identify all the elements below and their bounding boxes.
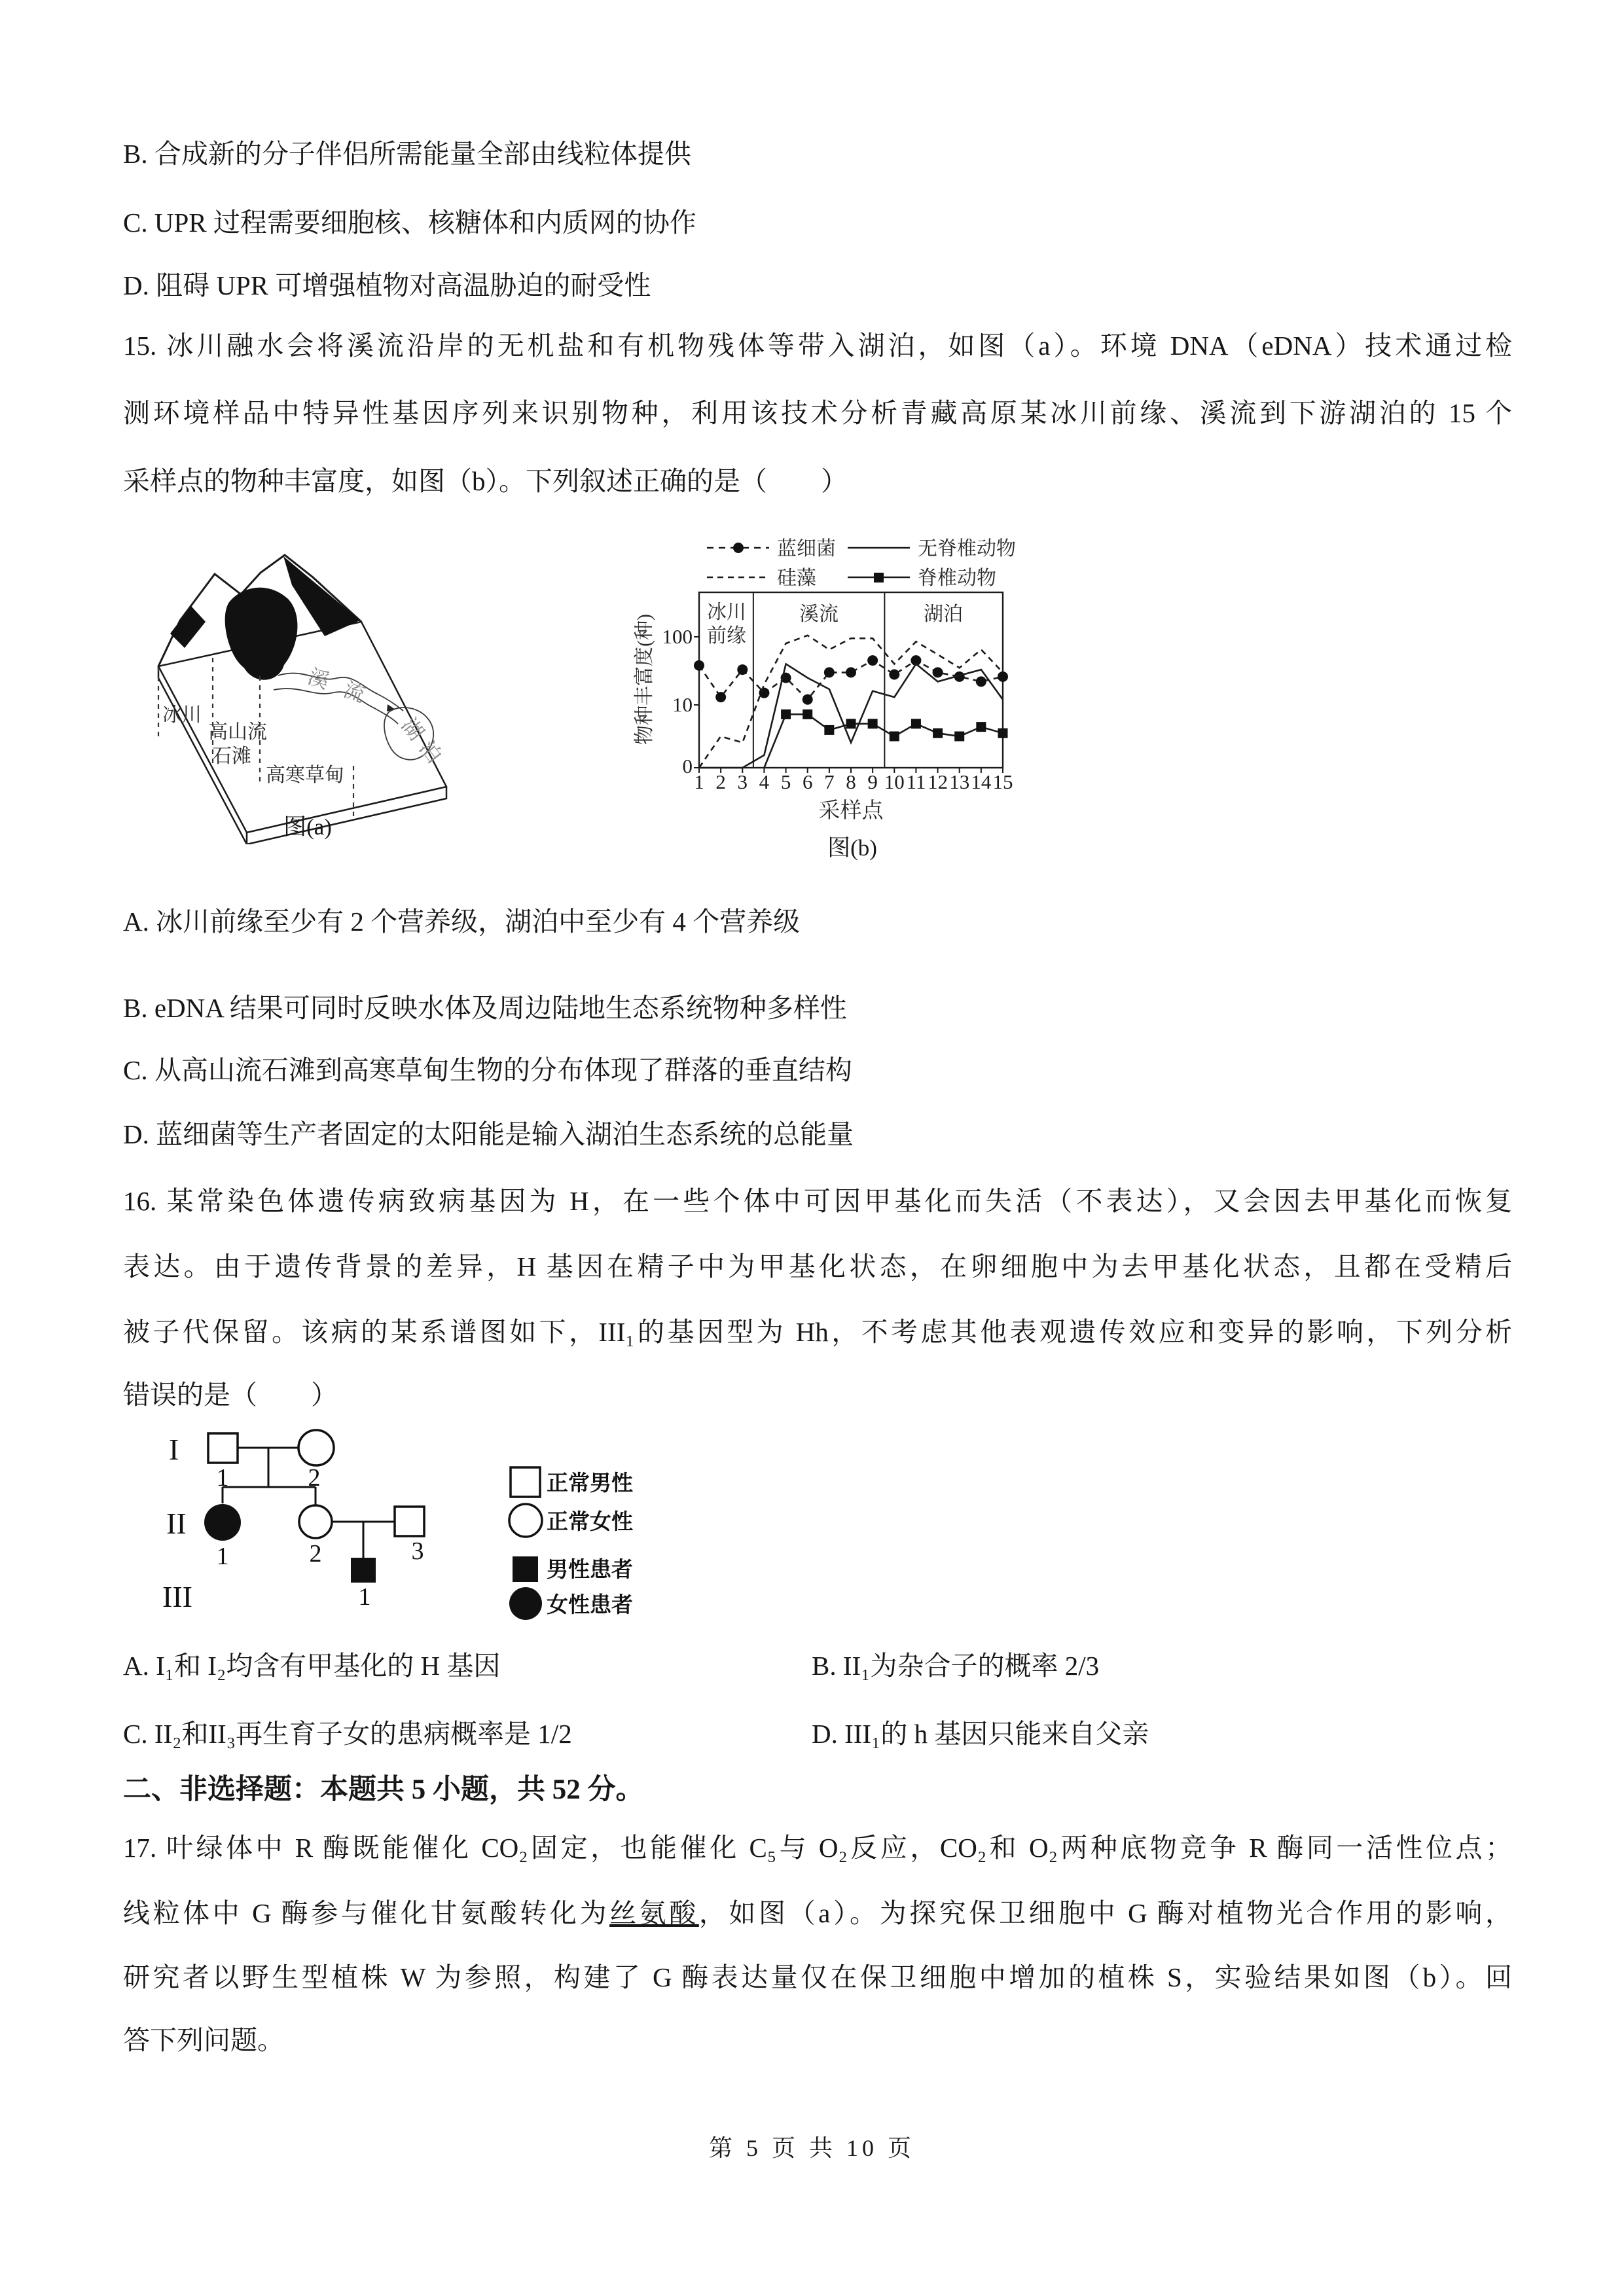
pedigree-I1-normal-male-symbol xyxy=(208,1433,238,1463)
figure-b-chart xyxy=(622,514,1119,867)
q14-option-c: C. UPR 过程需要细胞核、核糖体和内质网的协作 xyxy=(123,207,696,238)
legend-symbol-cyanobacteria xyxy=(707,543,769,553)
legend-normal-female-symbol xyxy=(509,1504,542,1537)
ytick-100: 100 xyxy=(662,625,693,648)
legend-label-diatom: 硅藻 xyxy=(777,567,816,589)
pedigree-I2-normal-female-symbol xyxy=(298,1430,334,1465)
q15-stem-line2: 测环境样品中特异性基因序列来识别物种，利用该技术分析青藏高原某冰川前缘、溪流到下游湖泊的 15 个 xyxy=(123,398,1512,428)
region-label-lake: 湖泊 xyxy=(924,603,963,625)
q17-stem-line4: 答下列问题。 xyxy=(123,2025,284,2055)
q17-stem-line3: 研究者以野生型植株 W 为参照，构建了 G 酶表达量仅在保卫细胞中增加的植株 S，实验结果如图（b）。回 xyxy=(123,1962,1512,1992)
chart-xticks-group xyxy=(694,768,1013,793)
pedigree-III1-affected-male-symbol xyxy=(351,1558,376,1583)
svg-text:12: 12 xyxy=(928,770,948,793)
figure-a-label-meadow: 高寒草甸 xyxy=(266,764,344,786)
pedigree-generation-1-label: I xyxy=(169,1433,179,1466)
region-label-glacier-front-1: 冰川 xyxy=(707,601,746,623)
legend-normal-male-label: 正常男性 xyxy=(547,1471,633,1495)
svg-text:2: 2 xyxy=(715,770,726,793)
q16-stem-line3: 被子代保留。该病的某系谱图如下，III₁的基因型为 Hh，不考虑其他表观遗传效应和变异的影响，下列分析 xyxy=(123,1317,1512,1347)
chart-legend xyxy=(707,538,1016,589)
svg-text:14: 14 xyxy=(971,770,992,793)
q16-stem-line2: 表达。由于遗传背景的差异，H 基因在精子中为甲基化状态，在卵细胞中为去甲基化状态，且都在受精后 xyxy=(123,1251,1512,1282)
q15-option-a: A. 冰川前缘至少有 2 个营养级，湖泊中至少有 4 个营养级 xyxy=(123,906,801,937)
q16-stem-line4: 错误的是（ ） xyxy=(123,1380,338,1410)
legend-label-invertebrate: 无脊椎动物 xyxy=(918,538,1016,560)
glacier-ice-patches xyxy=(170,556,360,680)
q14-option-b: B. 合成新的分子伴侣所需能量全部由线粒体提供 xyxy=(123,139,691,169)
pedigree-II2-normal-female-symbol xyxy=(299,1505,332,1538)
pedigree-generation-3-label: III xyxy=(162,1580,192,1613)
q15-option-c: C. 从高山流石滩到高寒草甸生物的分布体现了群落的垂直结构 xyxy=(123,1055,852,1085)
pedigree-I2-number: 2 xyxy=(308,1464,321,1492)
svg-text:3: 3 xyxy=(737,770,748,793)
svg-text:15: 15 xyxy=(992,770,1013,793)
legend-affected-male-symbol xyxy=(513,1556,538,1582)
pedigree-II3-normal-male-symbol xyxy=(395,1507,424,1536)
q16-option-b: B. II₁为杂合子的概率 2/3 xyxy=(812,1651,1100,1681)
pedigree-II1-number: 1 xyxy=(216,1543,229,1570)
page-number-footer: 第 5 页 共 10 页 xyxy=(708,2135,915,2161)
chart-xlabel: 采样点 xyxy=(818,799,884,823)
q17-stem-line2-pre: 线粒体中 G 酶参与催化甘氨酸转化为 xyxy=(123,1898,610,1928)
pedigree-II3-number: 3 xyxy=(411,1537,424,1565)
figure-a-caption: 图(a) xyxy=(283,814,332,840)
legend-label-vertebrate: 脊椎动物 xyxy=(918,567,996,589)
ytick-10: 10 xyxy=(672,693,693,716)
region-label-stream: 溪流 xyxy=(799,603,839,625)
pedigree-III1-number: 1 xyxy=(358,1583,371,1611)
svg-text:1: 1 xyxy=(694,770,704,793)
figure-a-terrain xyxy=(144,537,589,844)
pedigree-generation-2-label: II xyxy=(166,1507,187,1540)
legend-affected-female-label: 女性患者 xyxy=(547,1592,633,1617)
legend-affected-female-symbol xyxy=(509,1587,542,1620)
pedigree-figure xyxy=(151,1407,740,1643)
svg-text:5: 5 xyxy=(780,770,791,793)
figure-a-label-lake: 湖泊 xyxy=(397,713,452,774)
q15-stem-line3: 采样点的物种丰富度，如图（b）。下列叙述正确的是（ ） xyxy=(123,466,848,496)
q14-option-d: D. 阻碍 UPR 可增强植物对高温胁迫的耐受性 xyxy=(123,270,651,300)
q17-stem-line2-underlined-term: 丝氨酸 xyxy=(609,1898,699,1928)
ytick-0: 0 xyxy=(682,755,693,778)
section2-header: 二、非选择题：本题共 5 小题，共 52 分。 xyxy=(123,1774,644,1805)
legend-label-cyanobacteria: 蓝细菌 xyxy=(777,538,836,560)
svg-text:13: 13 xyxy=(949,770,970,793)
figure-a-label-glacier: 冰川 xyxy=(162,704,202,726)
region-label-glacier-front-2: 前缘 xyxy=(707,625,746,647)
chart-ylabel: 物种丰富度(种) xyxy=(634,614,655,745)
svg-text:11: 11 xyxy=(906,770,926,793)
legend-normal-female-label: 正常女性 xyxy=(547,1509,633,1534)
figure-a-label-stream: 溪流 xyxy=(304,664,384,713)
figure-a-label-scree-line2: 石滩 xyxy=(212,745,251,767)
q15-option-b: B. eDNA 结果可同时反映水体及周边陆地生态系统物种多样性 xyxy=(123,993,847,1023)
pedigree-II2-number: 2 xyxy=(309,1540,322,1568)
svg-text:6: 6 xyxy=(802,770,813,793)
q16-option-d: D. III₁的 h 基因只能来自父亲 xyxy=(812,1719,1149,1749)
svg-text:4: 4 xyxy=(759,770,770,793)
q17-stem-line1: 17. 叶绿体中 R 酶既能催化 CO₂固定，也能催化 C₅与 O₂反应，CO₂和 O₂两种底物竞争 R 酶同一活性位点； xyxy=(123,1833,1512,1863)
chart-series-group xyxy=(694,636,1008,768)
legend-symbol-vertebrate xyxy=(848,573,910,583)
pedigree-legend xyxy=(509,1467,633,1620)
q16-stem-line1: 16. 某常染色体遗传病致病基因为 H，在一些个体中可因甲基化而失活（不表达），又会因去甲基化而恢复 xyxy=(123,1186,1512,1216)
svg-text:8: 8 xyxy=(846,770,856,793)
q16-option-c: C. II₂和II₃再生育子女的患病概率是 1/2 xyxy=(123,1719,572,1749)
pedigree-II1-affected-female-symbol xyxy=(204,1504,241,1541)
q15-option-d: D. 蓝细菌等生产者固定的太阳能是输入湖泊生态系统的总能量 xyxy=(123,1119,854,1149)
svg-text:10: 10 xyxy=(884,770,905,793)
q17-stem-line2 xyxy=(123,1898,1512,1929)
q15-stem-line1: 15. 冰川融水会将溪流沿岸的无机盐和有机物残体等带入湖泊，如图（a）。环境 DNA（eDNA）技术通过检 xyxy=(123,331,1512,361)
figure-b-caption: 图(b) xyxy=(827,835,877,861)
svg-text:7: 7 xyxy=(824,770,835,793)
q16-option-a: A. I₁和 I₂均含有甲基化的 H 基因 xyxy=(123,1651,501,1681)
svg-text:9: 9 xyxy=(867,770,878,793)
pedigree-I1-number: 1 xyxy=(216,1464,229,1492)
legend-affected-male-label: 男性患者 xyxy=(547,1557,633,1581)
figure-a-label-scree-line1: 高山流 xyxy=(208,721,267,743)
q17-stem-line2-post: ，如图（a）。为探究保卫细胞中 G 酶对植物光合作用的影响， xyxy=(698,1898,1513,1928)
legend-normal-male-symbol xyxy=(511,1467,540,1497)
